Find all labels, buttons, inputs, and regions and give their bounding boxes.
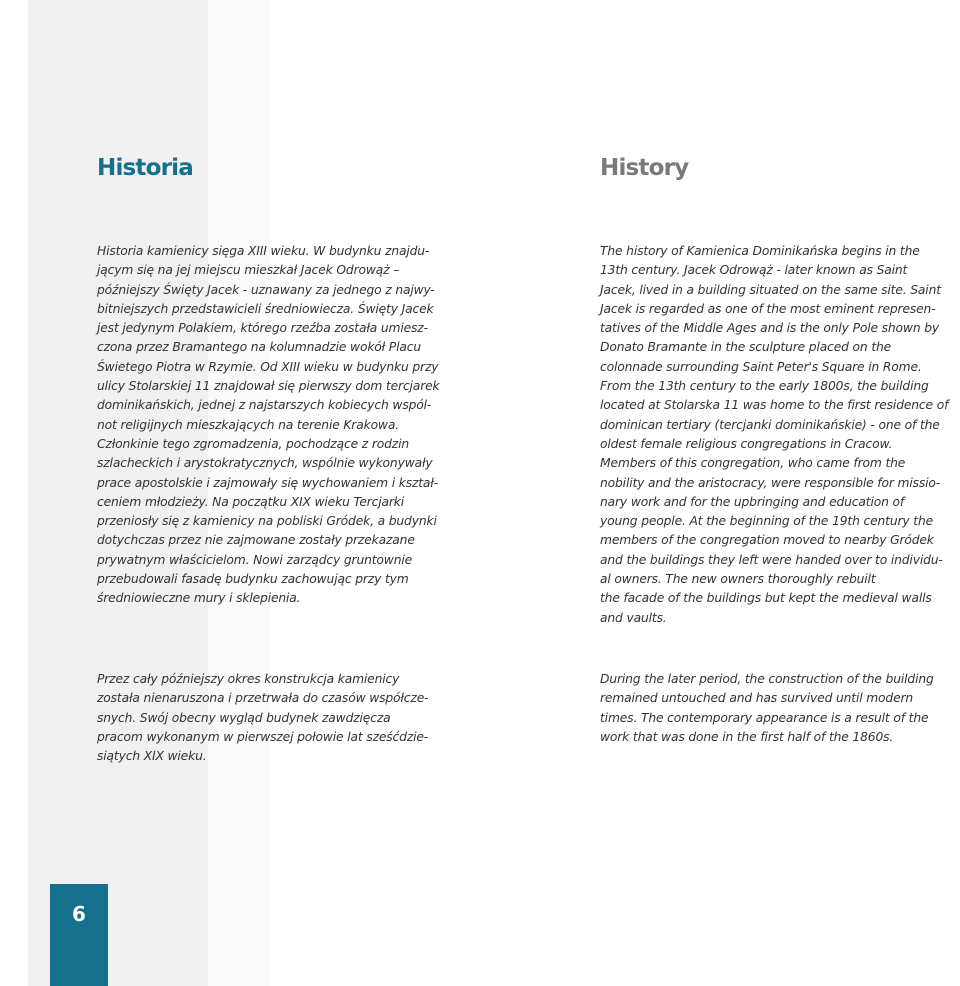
- text-line: jest jedynym Polakiem, którego rzeźba została umiesz-: [97, 321, 428, 336]
- polish-paragraph-1: [97, 242, 457, 609]
- text-line: and vaults.: [600, 610, 667, 625]
- text-line: przebudowali fasadę budynku zachowując przy tym: [97, 572, 409, 587]
- text-line: Członkinie tego zgromadzenia, pochodzące z rodzin: [97, 436, 409, 451]
- text-line: Donato Bramante in the sculpture placed on the: [600, 340, 892, 355]
- text-line: members of the congregation moved to nearby Gródek: [600, 533, 934, 548]
- page-number: 6: [72, 902, 86, 926]
- text-line: snych. Swój obecny wygląd budynek zawdzięcza: [97, 710, 391, 725]
- text-line: bitniejszych przedstawicieli średniowiecza. Święty Jacek: [97, 301, 434, 316]
- text-line: Members of this congregation, who came from the: [600, 456, 906, 471]
- text-line: times. The contemporary appearance is a result of the: [600, 710, 929, 725]
- english-paragraph-1: [600, 242, 960, 628]
- text-line: tatives of the Middle Ages and is the only Pole shown by: [600, 321, 940, 336]
- text-line: and the buildings they left were handed over to individu-: [600, 552, 943, 567]
- text-line: jącym się na jej miejscu mieszkał Jacek Odrowąż –: [97, 263, 400, 278]
- text-line: średniowieczne mury i sklepienia.: [97, 591, 301, 606]
- text-line: young people. At the beginning of the 19th century the: [600, 514, 934, 529]
- text-line: colonnade surrounding Saint Peter's Square in Rome.: [600, 359, 922, 374]
- text-line: ceniem młodzieży. Na początku XIX wieku Tercjarki: [97, 494, 405, 509]
- text-line: Jacek, lived in a building situated on the same site. Saint: [600, 282, 941, 297]
- text-line: została nienaruszona i przetrwała do czasów współcze-: [97, 691, 429, 706]
- text-line: located at Stolarska 11 was home to the first residence of: [600, 398, 949, 413]
- text-line: Historia kamienicy sięga XIII wieku. W budynku znajdu-: [97, 244, 430, 258]
- text-line: przeniosły się z kamienicy na pobliski Gródek, a budynki: [97, 514, 437, 529]
- text-line: the facade of the buildings but kept the medieval walls: [600, 591, 932, 606]
- text-line: Jacek is regarded as one of the most eminent represen-: [600, 301, 936, 316]
- text-line: pracom wykonanym w pierwszej połowie lat sześćdzie-: [97, 729, 429, 744]
- text-line: prywatnym właścicielom. Nowi zarządcy gruntownie: [97, 552, 413, 567]
- text-line: szlacheckich i arystokratycznych, wspólnie wykonywały: [97, 456, 433, 471]
- text-line: From the 13th century to the early 1800s, the building: [600, 379, 929, 394]
- text-line: prace apostolskie i zajmowały się wychowaniem i kształ-: [97, 475, 438, 490]
- text-line: The history of Kamienica Dominikańska begins in the: [600, 244, 920, 258]
- text-line: Przez cały późniejszy okres konstrukcja kamienicy: [97, 672, 400, 686]
- text-line: dominican tertiary (tercjanki dominikańskie) - one of the: [600, 417, 940, 432]
- text-line: ulicy Stolarskiej 11 znajdował się pierwszy dom tercjarek: [97, 379, 440, 394]
- text-line: czona przez Bramantego na kolumnadzie wokół Placu: [97, 340, 421, 355]
- heading-polish: Historia: [97, 155, 193, 181]
- text-line: dominikańskich, jednej z najstarszych kobiecych wspól-: [97, 398, 432, 413]
- text-line: oldest female religious congregations in Cracow.: [600, 436, 893, 451]
- text-line: dotychczas przez nie zajmowane zostały przekazane: [97, 533, 415, 548]
- text-line: 13th century. Jacek Odrowąż - later known as Saint: [600, 263, 908, 278]
- text-line: Świetego Piotra w Rzymie. Od XIII wieku w budynku przy: [97, 359, 439, 374]
- text-line: późniejszy Święty Jacek - uznawany za jednego z najwy-: [97, 282, 435, 297]
- polish-paragraph-2: [97, 670, 457, 766]
- english-paragraph-2: [600, 670, 960, 747]
- text-line: nary work and for the upbringing and education of: [600, 494, 905, 509]
- text-line: not religijnych mieszkających na terenie Krakowa.: [97, 417, 399, 432]
- text-line: nobility and the aristocracy, were responsible for missio-: [600, 475, 941, 490]
- text-line: work that was done in the first half of the 1860s.: [600, 729, 894, 744]
- text-line: remained untouched and has survived until modern: [600, 691, 914, 706]
- text-line: siątych XIX wieku.: [97, 749, 207, 764]
- page-number-badge: [50, 884, 108, 986]
- text-line: During the later period, the construction of the building: [600, 672, 934, 686]
- text-line: al owners. The new owners thoroughly rebuilt: [600, 572, 876, 587]
- heading-english: History: [600, 155, 689, 181]
